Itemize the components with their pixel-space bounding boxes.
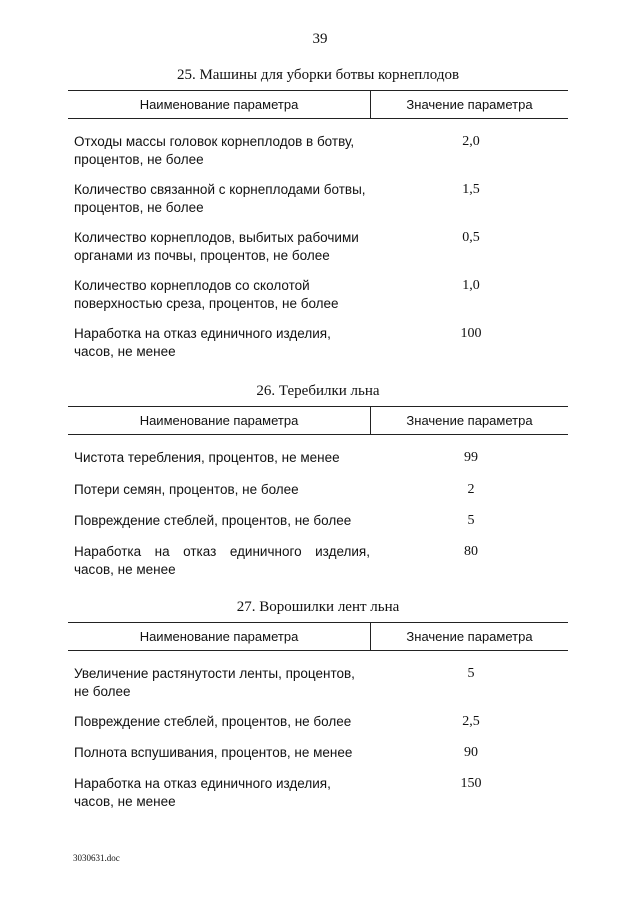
section-26 — [68, 380, 568, 583]
table-row — [68, 665, 568, 713]
section-title: 27. Ворошилки лент льна — [236, 599, 400, 615]
parameter-value: 150 — [460, 776, 482, 791]
table-row — [68, 713, 568, 744]
table-row — [68, 277, 568, 325]
section-title: 26. Теребилки льна — [256, 383, 380, 399]
parameter-name: Повреждение стеблей, процентов, не более — [74, 513, 352, 528]
header-parameter-name: Наименование параметра — [68, 623, 371, 650]
table-row — [68, 775, 568, 815]
parameter-value: 5 — [467, 513, 475, 528]
parameter-name: Количество связанной с корнеплодами ботвы, процентов, не более — [74, 182, 366, 215]
parameter-value: 5 — [467, 666, 475, 681]
parameter-name: Чистота теребления, процентов, не менее — [74, 450, 340, 465]
table-body — [68, 133, 568, 365]
parameter-value: 99 — [464, 450, 478, 465]
table-row — [68, 229, 568, 277]
parameter-value: 2,5 — [462, 714, 480, 729]
header-parameter-name: Наименование параметра — [68, 91, 371, 118]
parameter-name: Количество корнеплодов со сколотой поверхностью среза, процентов, не более — [74, 278, 339, 311]
table-row — [68, 481, 568, 512]
parameter-value: 1,5 — [462, 182, 480, 197]
parameter-value: 90 — [464, 745, 478, 760]
section-27 — [68, 596, 568, 815]
table-row — [68, 133, 568, 181]
header-parameter-value: Значение параметра — [406, 629, 533, 644]
section-25 — [68, 64, 568, 365]
parameter-name: Полнота вспушивания, процентов, не менее — [74, 745, 353, 760]
table-row — [68, 512, 568, 543]
parameter-name: Наработка на отказ единичного изделия, часов, не менее — [74, 544, 370, 577]
parameter-value: 2 — [467, 482, 475, 497]
table-row — [68, 744, 568, 775]
parameter-name: Наработка на отказ единичного изделия, часов, не менее — [74, 776, 331, 809]
table-header — [68, 90, 568, 119]
footer-filename: 3030631.doc — [73, 853, 120, 863]
parameter-name: Отходы массы головок корнеплодов в ботву, процентов, не более — [74, 134, 355, 167]
table-body — [68, 449, 568, 583]
parameter-value: 2,0 — [462, 134, 480, 149]
page-number: 39 — [312, 31, 328, 47]
parameter-name: Увеличение растянутости ленты, процентов, не более — [74, 666, 355, 699]
parameter-value: 0,5 — [462, 230, 480, 245]
header-parameter-name: Наименование параметра — [68, 407, 371, 434]
table-row — [68, 449, 568, 481]
table-body — [68, 665, 568, 815]
parameter-value: 80 — [464, 544, 478, 559]
section-title: 25. Машины для уборки ботвы корнеплодов — [176, 67, 460, 83]
table-row — [68, 325, 568, 365]
parameter-value: 100 — [460, 326, 482, 341]
parameter-name: Потери семян, процентов, не более — [74, 482, 299, 497]
parameter-name: Наработка на отказ единичного изделия, часов, не менее — [74, 326, 331, 359]
table-header — [68, 622, 568, 651]
table-row — [68, 181, 568, 229]
table-row — [68, 543, 568, 583]
parameter-value: 1,0 — [462, 278, 480, 293]
parameter-name: Повреждение стеблей, процентов, не более — [74, 714, 352, 729]
parameter-name: Количество корнеплодов, выбитых рабочими органами из почвы, процентов, не более — [74, 230, 359, 263]
header-parameter-value: Значение параметра — [406, 97, 533, 112]
table-header — [68, 406, 568, 435]
header-parameter-value: Значение параметра — [406, 413, 533, 428]
